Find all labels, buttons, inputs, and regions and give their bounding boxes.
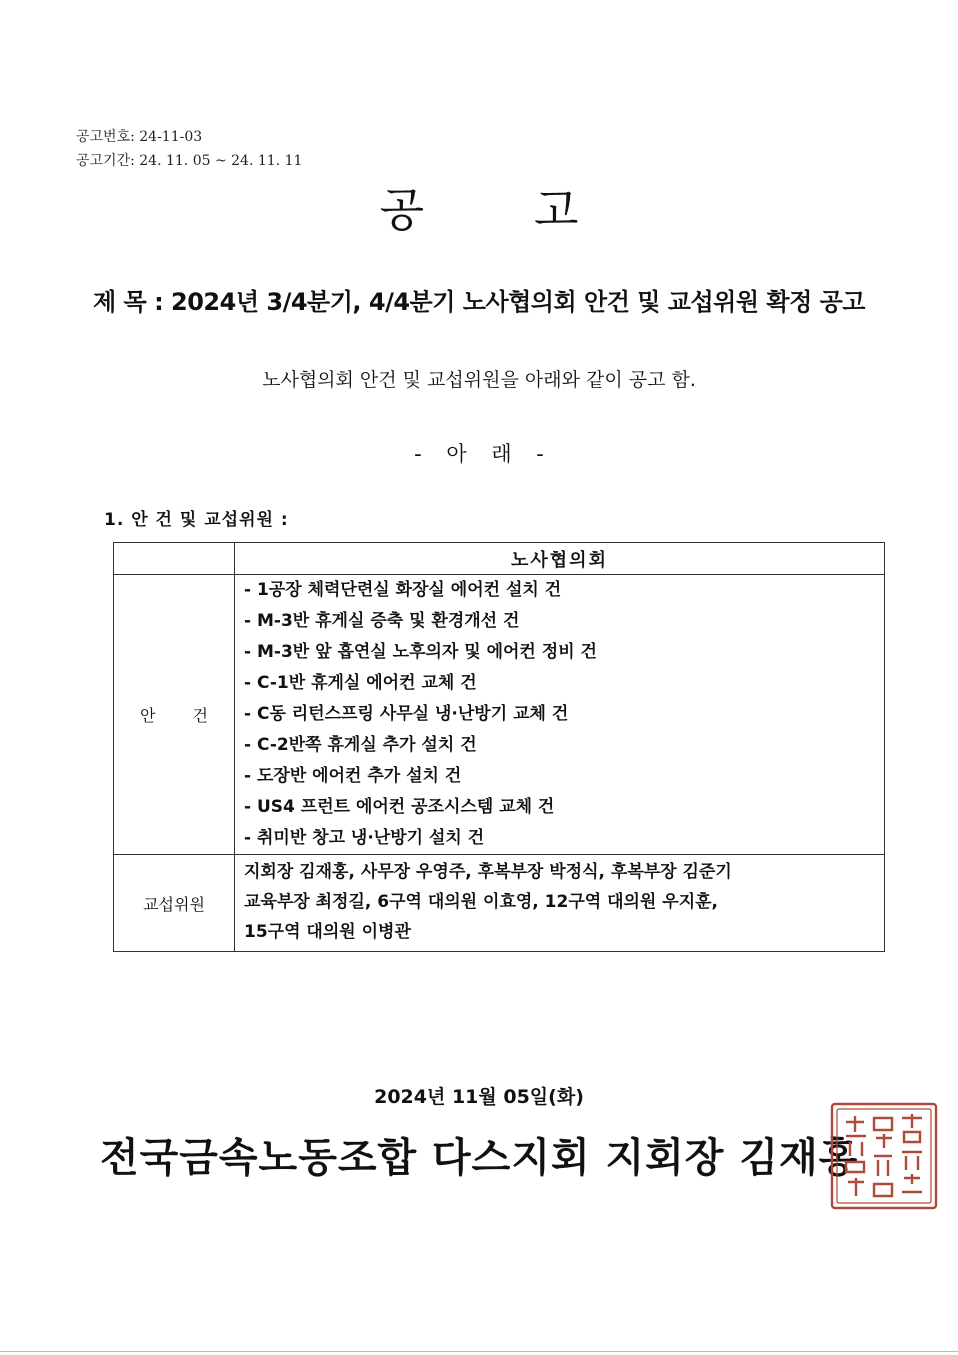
negotiator-row	[114, 855, 885, 952]
agenda-item: - M-3반 앞 흡연실 노후의자 및 에어컨 정비 건	[244, 642, 597, 662]
agenda-item: - 도장반 에어컨 추가 설치 건	[244, 766, 462, 786]
agenda-item: - US4 프런트 에어컨 공조시스템 교체 건	[244, 797, 555, 817]
agenda-item: - C동 리턴스프링 사무실 냉·난방기 교체 건	[244, 704, 569, 724]
page-title: 공고	[379, 183, 689, 237]
agenda-cell	[235, 575, 885, 855]
notice-date: 2024년 11월 05일(화)	[374, 1086, 584, 1108]
signer-name: 전국금속노동조합 다스지회 지회장 김재홍	[100, 1135, 859, 1181]
agenda-row	[114, 575, 885, 855]
negotiator-lines	[235, 855, 884, 951]
agenda-table	[113, 542, 885, 952]
column-header: 노사협의회	[235, 543, 885, 575]
table-header-row	[114, 543, 885, 575]
negotiator-label: 교섭위원	[114, 855, 235, 952]
intro-sentence: 노사협의회 안건 및 교섭위원을 아래와 같이 공고 함.	[262, 369, 696, 391]
agenda-item: - 1공장 체력단련실 화장실 에어컨 설치 건	[244, 580, 562, 600]
negotiator-cell	[235, 855, 885, 952]
below-marker: - 아 래 -	[414, 442, 544, 466]
official-seal-icon	[828, 1100, 940, 1212]
notice-period: 공고기간: 24. 11. 05 ~ 24. 11. 11	[76, 153, 303, 169]
scan-edge-line	[0, 1351, 958, 1352]
agenda-item: - C-2반쪽 휴게실 추가 설치 건	[244, 735, 477, 755]
agenda-item: - M-3반 휴게실 증축 및 환경개선 건	[244, 611, 520, 631]
agenda-item: - 취미반 창고 냉·난방기 설치 건	[244, 828, 485, 848]
negotiator-line: 교육부장 최정길, 6구역 대의원 이효영, 12구역 대의원 우지훈,	[244, 892, 718, 912]
section-heading: 1. 안 건 및 교섭위원 :	[104, 510, 289, 530]
agenda-list	[235, 575, 884, 854]
negotiator-line: 15구역 대의원 이병관	[244, 922, 411, 942]
notice-subject: 제 목 : 2024년 3/4분기, 4/4분기 노사협의회 안건 및 교섭위원 확정 공고	[93, 288, 865, 316]
negotiator-line: 지회장 김재홍, 사무장 우영주, 후복부장 박정식, 후복부장 김준기	[244, 862, 732, 882]
header-empty-cell	[114, 543, 235, 575]
agenda-item: - C-1반 휴게실 에어컨 교체 건	[244, 673, 477, 693]
notice-number: 공고번호: 24-11-03	[76, 129, 203, 145]
agenda-label: 안 건	[114, 575, 235, 855]
